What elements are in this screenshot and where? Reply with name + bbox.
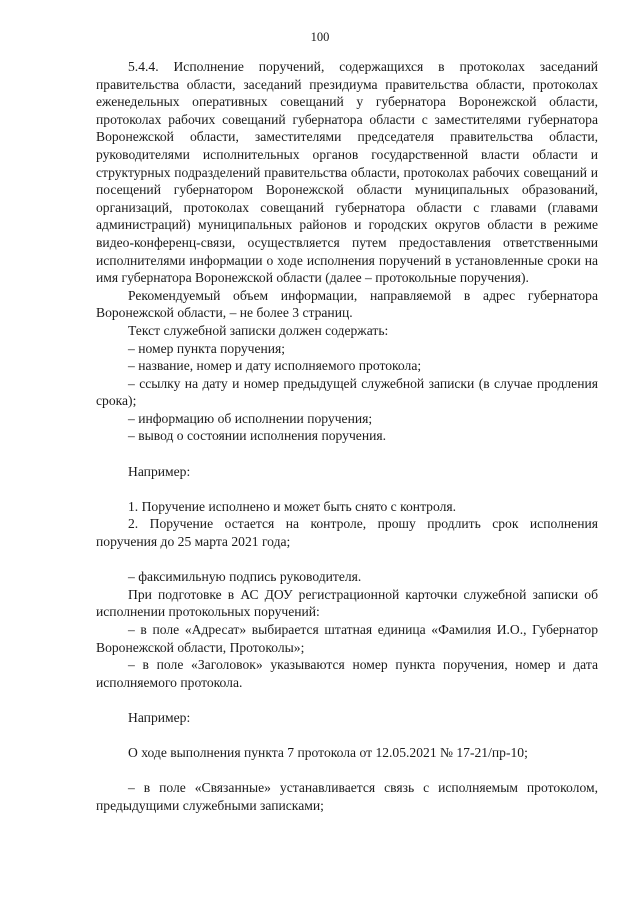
example-item: 1. Поручение исполнено и может быть снято с контроля.: [128, 498, 457, 514]
paragraph-5-4-4: 5.4.4. Исполнение поручений, содержащихся в протоколах заседаний правительства области, заседаний президиума правительства области, протоколах еженедельных оперативных совещаний у губернатора Воронежской области, протоколах рабочих совещаний губернатора области с заместителями губернатора Воронежской области, заместителями председателя правительства области, руководителями исполнительных органов государственной власти области и структурных подразделений правительства области, протоколах рабочих совещаний и посещений губернатором Воронежской области муниципальных образований, организаций, протоколах совещаний губернатора области с главами (главами администраций) муниципальных районов и городских округов области в режиме видео-конференц-связи, осуществляется путем предоставления ответственными исполнителями информации о ходе исполнения поручений в установленные сроки на имя губернатора Воронежской области (далее – протокольные поручения).: [96, 59, 598, 286]
spacer: [96, 691, 598, 709]
paragraph-linked: – в поле «Связанные» устанавливается связь с исполняемым протоколом, предыдущими служебными записками;: [96, 780, 598, 813]
spacer: [96, 480, 598, 498]
example-item: 2. Поручение остается на контроле, прошу продлить срок исполнения поручения до 25 марта 2021 года;: [96, 516, 598, 550]
paragraph-as-dou: При подготовке в АС ДОУ регистрационной карточки служебной записки об исполнении протокольных поручений:: [96, 586, 598, 620]
spacer: [96, 445, 598, 463]
list-item: – вывод о состоянии исполнения поручения.: [128, 428, 387, 444]
paragraph-volume: Рекомендуемый объем информации, направляемой в адрес губернатора Воронежской области, – не более 3 страниц.: [96, 287, 598, 321]
document-body: [96, 58, 598, 815]
example-label: Например:: [128, 709, 191, 725]
spacer: [96, 762, 598, 780]
example-label: Например:: [128, 463, 191, 479]
paragraph-text-intro: Текст служебной записки должен содержать:: [128, 322, 389, 338]
spacer: [96, 727, 598, 745]
list-item: – номер пункта поручения;: [128, 340, 286, 356]
example-item: О ходе выполнения пункта 7 протокола от 12.05.2021 № 17-21/пр-10;: [128, 745, 528, 761]
list-item: – информацию об исполнении поручения;: [128, 410, 373, 426]
paragraph-addressee: – в поле «Адресат» выбирается штатная единица «Фамилия И.О., Губернатор Воронежской области, Протоколы»;: [96, 622, 598, 655]
spacer: [96, 551, 598, 569]
paragraph-heading-field: – в поле «Заголовок» указываются номер пункта поручения, номер и дата исполняемого протокола.: [96, 657, 598, 690]
paragraph-facsimile: – факсимильную подпись руководителя.: [128, 569, 362, 585]
page-number: 100: [310, 30, 330, 44]
list-item: – название, номер и дату исполняемого протокола;: [128, 358, 422, 374]
list-item: – ссылку на дату и номер предыдущей служебной записки (в случае продления срока);: [96, 375, 598, 409]
